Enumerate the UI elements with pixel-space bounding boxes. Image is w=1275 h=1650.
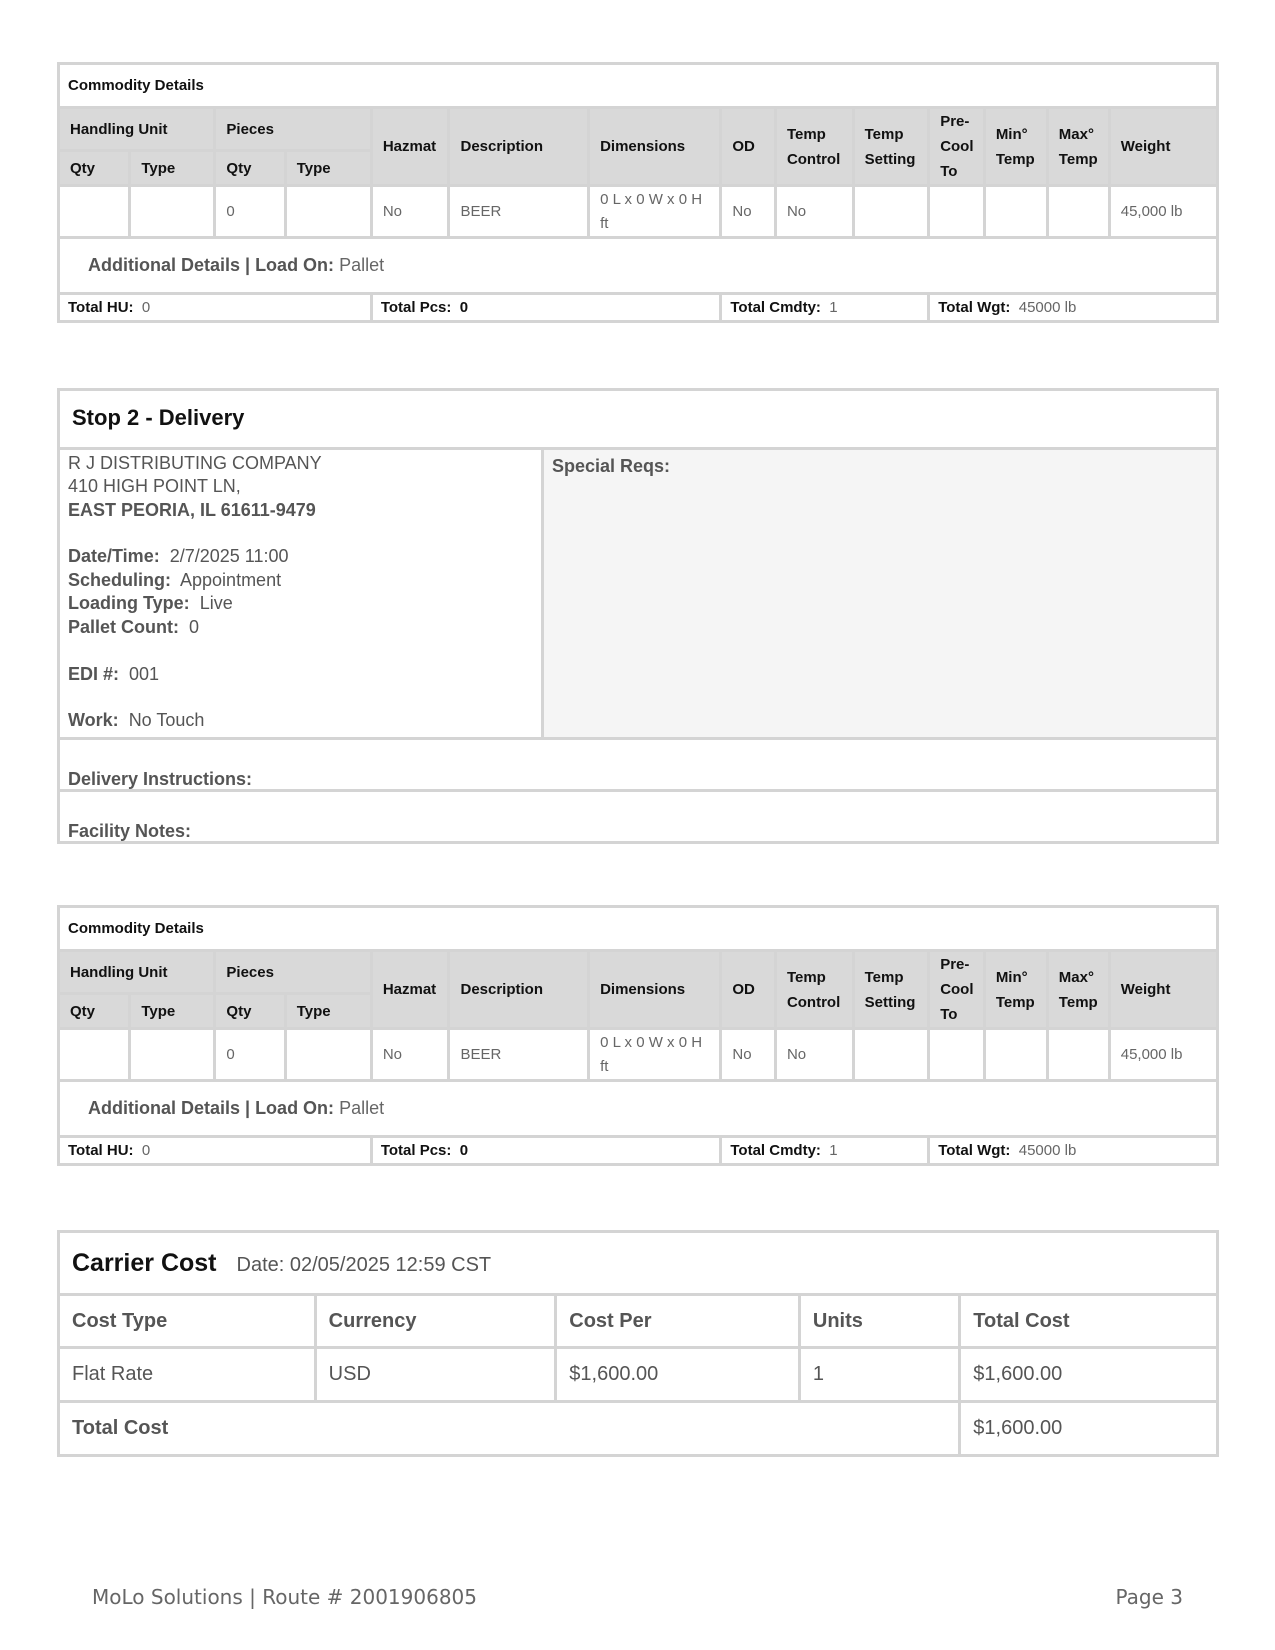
- currency-header: Currency: [315, 1295, 556, 1348]
- scheduling: [68, 570, 281, 591]
- total-hu-value: 0: [141, 1142, 151, 1159]
- pcs-type-header: Type: [285, 994, 371, 1029]
- stop-title: Stop 2 - Delivery: [72, 405, 245, 430]
- pallet-count: [68, 617, 199, 638]
- pallet-count-value: 0: [189, 617, 200, 637]
- total-cmdty-label: Total Cmdty:: [730, 1142, 821, 1159]
- description-header: Description: [449, 108, 589, 186]
- total-wgt: [929, 1137, 1218, 1165]
- carrier-cost-table: [57, 1230, 1219, 1457]
- commodity-details-table: [57, 905, 1219, 1166]
- pcs-qty-cell: 0: [215, 1029, 285, 1081]
- load-on-label: Load On:: [255, 255, 335, 275]
- weight-header: Weight: [1109, 108, 1217, 186]
- hu-type-cell: [130, 186, 215, 238]
- total-pcs: [371, 1137, 721, 1165]
- max-temp-cell: [1047, 1029, 1109, 1081]
- total-wgt-value: 45000 lb: [1018, 1142, 1077, 1159]
- total-hu: [59, 294, 372, 322]
- temp-setting-cell: [853, 1029, 929, 1081]
- page-number: Page 3: [1115, 1585, 1183, 1609]
- hu-qty-header: Qty: [59, 151, 130, 186]
- stop-address-panel: [60, 447, 544, 737]
- min-temp-cell: [984, 186, 1047, 238]
- weight-header: Weight: [1109, 951, 1217, 1029]
- total-wgt-value: 45000 lb: [1018, 299, 1077, 316]
- currency-cell: USD: [315, 1348, 556, 1402]
- pcs-qty-header: Qty: [215, 994, 285, 1029]
- commodity-details-table: [57, 62, 1219, 323]
- cost-type-header: Cost Type: [59, 1295, 316, 1348]
- pieces-header: Pieces: [215, 951, 371, 994]
- facility-notes: [60, 789, 1216, 844]
- dimensions-header: Dimensions: [589, 108, 721, 186]
- delivery-instructions: [60, 737, 1216, 792]
- min-temp-header: Min° Temp: [984, 108, 1047, 186]
- scheduling-value: Appointment: [180, 570, 282, 590]
- total-cost-header: Total Cost: [960, 1295, 1218, 1348]
- datetime-value: 2/7/2025 11:00: [169, 546, 289, 566]
- hazmat-cell: No: [371, 186, 449, 238]
- total-cost-label: Total Cost: [59, 1402, 960, 1456]
- total-hu-label: Total HU:: [68, 1142, 134, 1159]
- load-on-value: Pallet: [339, 1098, 385, 1118]
- commodity-caption: Commodity Details: [59, 907, 1218, 951]
- max-temp-header: Max° Temp: [1047, 108, 1109, 186]
- handling-unit-header: Handling Unit: [59, 108, 215, 151]
- temp-setting-header: Temp Setting: [853, 951, 929, 1029]
- total-cmdty-value: 1: [829, 1142, 838, 1159]
- cost-type-cell: Flat Rate: [59, 1348, 316, 1402]
- load-on-value: Pallet: [339, 255, 385, 275]
- scheduling-label: Scheduling:: [68, 570, 171, 590]
- pcs-qty-header: Qty: [215, 151, 285, 186]
- street-address: 410 HIGH POINT LN,: [68, 476, 241, 496]
- carrier-cost-title: Carrier Cost: [72, 1248, 217, 1277]
- loading-type: [68, 593, 233, 614]
- total-pcs-label: Total Pcs:: [380, 299, 452, 316]
- min-temp-cell: [984, 1029, 1047, 1081]
- hu-type-header: Type: [130, 994, 215, 1029]
- hu-type-cell: [130, 1029, 215, 1081]
- total-hu: [59, 1137, 372, 1165]
- loading-type-label: Loading Type:: [68, 593, 190, 613]
- edi-label: EDI #:: [68, 664, 120, 684]
- delivery-instructions-label: Delivery Instructions:: [68, 769, 253, 789]
- total-pcs-value: 0: [459, 1142, 469, 1159]
- hazmat-cell: No: [371, 1029, 449, 1081]
- total-cost-value: $1,600.00: [960, 1402, 1218, 1456]
- pre-cool-cell: [929, 186, 985, 238]
- facility-notes-label: Facility Notes:: [68, 821, 192, 841]
- additional-details-label: Additional Details: [88, 255, 241, 275]
- stop-delivery-box: [57, 388, 1219, 844]
- weight-cell: 45,000 lb: [1109, 186, 1217, 238]
- additional-details: Additional Details | Load On: Pallet: [59, 238, 1218, 294]
- additional-details-label: Additional Details: [88, 1098, 241, 1118]
- hu-qty-header: Qty: [59, 994, 130, 1029]
- total-pcs: [371, 294, 721, 322]
- units-cell: 1: [799, 1348, 959, 1402]
- temp-control-cell: No: [775, 186, 853, 238]
- pcs-type-cell: [285, 186, 371, 238]
- work-value: No Touch: [128, 710, 205, 730]
- total-cmdty: [721, 294, 929, 322]
- edi-value: 001: [129, 664, 160, 684]
- datetime: [68, 546, 289, 567]
- pieces-header: Pieces: [215, 108, 371, 151]
- total-cmdty-value: 1: [829, 299, 838, 316]
- pre-cool-cell: [929, 1029, 985, 1081]
- total-cost-cell: $1,600.00: [960, 1348, 1218, 1402]
- total-wgt: [929, 294, 1218, 322]
- od-cell: No: [721, 186, 776, 238]
- hazmat-header: Hazmat: [371, 951, 449, 1029]
- weight-cell: 45,000 lb: [1109, 1029, 1217, 1081]
- pcs-qty-cell: 0: [215, 186, 285, 238]
- footer-route: MoLo Solutions | Route # 2001906805: [92, 1585, 477, 1609]
- description-cell: BEER: [449, 186, 589, 238]
- special-reqs-panel: [544, 447, 1216, 737]
- total-cmdty-label: Total Cmdty:: [730, 299, 821, 316]
- min-temp-header: Min° Temp: [984, 951, 1047, 1029]
- work-label: Work:: [68, 710, 119, 730]
- special-reqs-label: Special Reqs:: [552, 456, 671, 476]
- cost-per-header: Cost Per: [556, 1295, 800, 1348]
- total-hu-label: Total HU:: [68, 299, 134, 316]
- pre-cool-header: Pre-Cool To: [929, 951, 985, 1029]
- temp-control-cell: No: [775, 1029, 853, 1081]
- datetime-label: Date/Time:: [68, 546, 160, 566]
- pcs-type-cell: [285, 1029, 371, 1081]
- total-cmdty: [721, 1137, 929, 1165]
- temp-setting-header: Temp Setting: [853, 108, 929, 186]
- pcs-type-header: Type: [285, 151, 371, 186]
- hazmat-header: Hazmat: [371, 108, 449, 186]
- total-pcs-value: 0: [459, 299, 469, 316]
- max-temp-cell: [1047, 186, 1109, 238]
- dimensions-header: Dimensions: [589, 951, 721, 1029]
- temp-control-header: Temp Control: [775, 108, 853, 186]
- od-header: OD: [721, 951, 776, 1029]
- units-header: Units: [799, 1295, 959, 1348]
- cost-per-cell: $1,600.00: [556, 1348, 800, 1402]
- edi: [68, 664, 159, 685]
- pre-cool-header: Pre-Cool To: [929, 108, 985, 186]
- total-wgt-label: Total Wgt:: [938, 299, 1011, 316]
- city-state-zip: EAST PEORIA, IL 61611-9479: [68, 500, 316, 520]
- pallet-count-label: Pallet Count:: [68, 617, 179, 637]
- description-header: Description: [449, 951, 589, 1029]
- loading-type-value: Live: [199, 593, 233, 613]
- od-cell: No: [721, 1029, 776, 1081]
- company-name: R J DISTRIBUTING COMPANY: [68, 453, 322, 473]
- load-on-label: Load On:: [255, 1098, 335, 1118]
- carrier-cost-heading: [59, 1232, 1218, 1295]
- total-wgt-label: Total Wgt:: [938, 1142, 1011, 1159]
- hu-qty-cell: [59, 1029, 130, 1081]
- hu-type-header: Type: [130, 151, 215, 186]
- carrier-cost-date: Date: 02/05/2025 12:59 CST: [236, 1253, 492, 1276]
- table-row: [59, 1348, 1218, 1402]
- dimensions-cell: 0 L x 0 W x 0 H ft: [589, 1029, 721, 1081]
- commodity-caption: Commodity Details: [59, 64, 1218, 108]
- total-hu-value: 0: [141, 299, 151, 316]
- dimensions-cell: 0 L x 0 W x 0 H ft: [589, 186, 721, 238]
- handling-unit-header: Handling Unit: [59, 951, 215, 994]
- additional-details: Additional Details | Load On: Pallet: [59, 1081, 1218, 1137]
- work: [68, 710, 204, 731]
- table-row: [59, 186, 1218, 238]
- table-row: [59, 1029, 1218, 1081]
- total-pcs-label: Total Pcs:: [380, 1142, 452, 1159]
- od-header: OD: [721, 108, 776, 186]
- temp-setting-cell: [853, 186, 929, 238]
- hu-qty-cell: [59, 186, 130, 238]
- max-temp-header: Max° Temp: [1047, 951, 1109, 1029]
- temp-control-header: Temp Control: [775, 951, 853, 1029]
- description-cell: BEER: [449, 1029, 589, 1081]
